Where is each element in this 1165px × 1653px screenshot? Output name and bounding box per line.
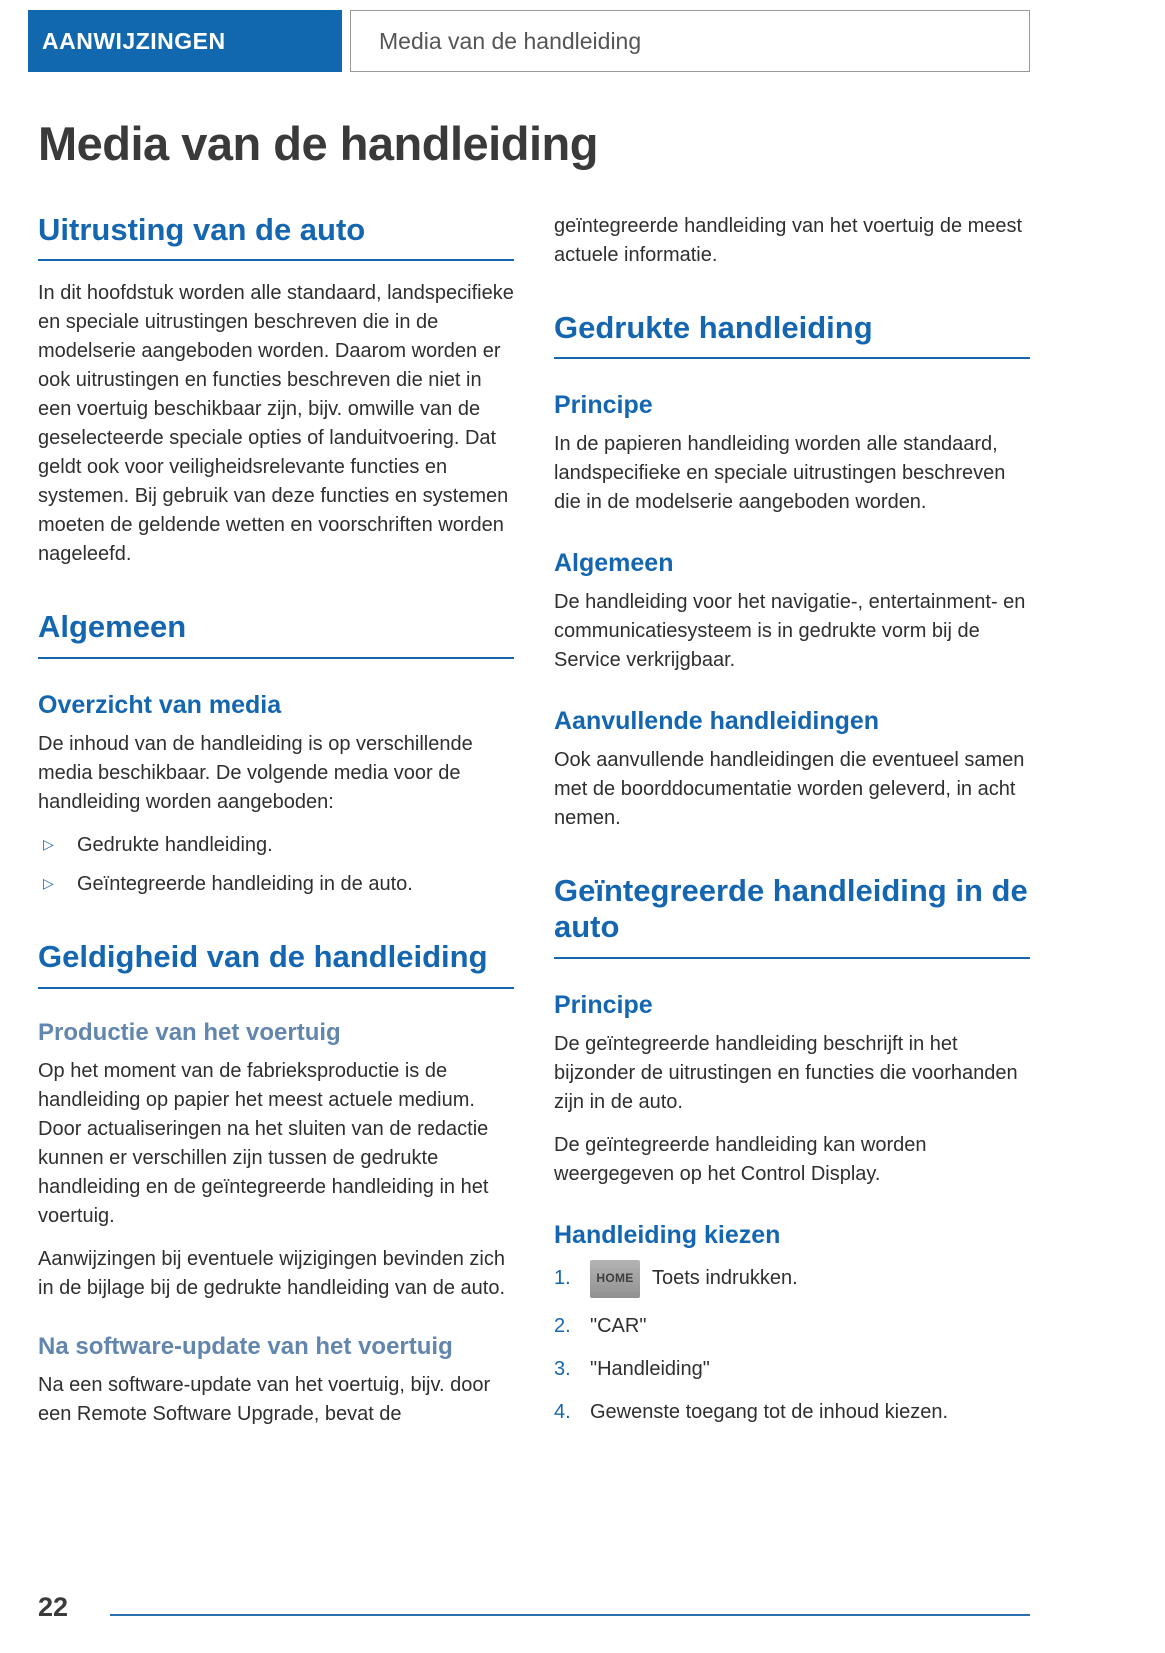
triangle-bullet-icon: ▷: [43, 875, 54, 892]
page-header: [28, 10, 1030, 72]
step-text: "Handleiding": [590, 1357, 710, 1380]
section-header-box: [350, 10, 1030, 72]
step-number: 1.: [554, 1267, 571, 1290]
subheading-aanvullende-handleidingen: Aanvullende handleidingen: [554, 707, 880, 736]
paragraph: Aanwijzingen bij eventuele wijzigingen bevinden zich in de bijlage bij de gedrukte handleiding van de auto.: [38, 1247, 506, 1299]
paragraph: De geïntegreerde handleiding kan worden weergegeven op het Control Display.: [554, 1133, 927, 1185]
paragraph: Na een software-update van het voertuig, bijv. door een Remote Software Upgrade, bevat de: [38, 1373, 491, 1425]
subheading-productie-van-het-voertuig: Productie van het voertuig: [38, 1018, 341, 1046]
heading-geintegreerde-handleiding: Geïntegreerde handleiding in de auto: [554, 873, 1030, 958]
page-title: Media van de handleiding: [38, 117, 598, 170]
list-item-text: Geïntegreerde handleiding in de auto.: [77, 872, 413, 895]
step-item: [554, 1355, 1030, 1384]
step-item: [554, 1312, 1030, 1341]
step-item: [554, 1260, 1030, 1298]
section-header-label: Media van de handleiding: [379, 27, 642, 54]
step-number: 2.: [554, 1314, 571, 1337]
step-text: Toets indrukken.: [652, 1267, 798, 1290]
triangle-bullet-icon: ▷: [43, 836, 54, 853]
footer-divider: [110, 1614, 1030, 1616]
heading-uitrusting-van-de-auto: Uitrusting van de auto: [38, 212, 514, 262]
subheading-principe: Principe: [554, 391, 653, 420]
heading-gedrukte-handleiding: Gedrukte handleiding: [554, 310, 1030, 360]
step-item: [554, 1398, 1030, 1427]
paragraph: De geïntegreerde handleiding beschrijft in het bijzonder de uitrustingen en functies die voorhanden zijn in de auto.: [554, 1032, 1018, 1113]
paragraph: Op het moment van de fabrieksproductie is de handleiding op papier het meest actuele medium. Door actualiseringen na het sluiten van de redactie kunnen er verschillen zijn tussen de gedrukte handleiding en de geïntegreerde handleiding in het voertuig.: [38, 1059, 489, 1227]
subheading-principe-2: Principe: [554, 990, 653, 1019]
step-number: 4.: [554, 1400, 571, 1423]
page-number: 22: [38, 1592, 69, 1622]
step-number: 3.: [554, 1357, 571, 1380]
heading-geldigheid-van-de-handleiding: Geldigheid van de handleiding: [38, 939, 514, 989]
subheading-algemeen: Algemeen: [554, 549, 674, 578]
subheading-overzicht-van-media: Overzicht van media: [38, 690, 282, 719]
subheading-handleiding-kiezen: Handleiding kiezen: [554, 1220, 781, 1249]
list-item: [38, 831, 514, 860]
paragraph: In dit hoofdstuk worden alle standaard, landspecifieke en speciale uitrustingen beschreven die in de modelserie aangeboden worden. Daarom worden er ook uitrustingen en functies beschreven die niet in een voertuig beschikbaar zijn, bijv. omwille van de geselecteerde speciale opties of landuitvoering. Dat geldt ook voor veiligheidsrelevante functies en systemen. Bij gebruik van deze functies en systemen moeten de geldende wetten en voorschriften worden nageleefd.: [38, 282, 514, 566]
two-column-layout: [38, 212, 1030, 1443]
paragraph: In de papieren handleiding worden alle standaard, landspecifieke en speciale uitrustingen beschreven die in de modelserie aangeboden worden.: [554, 433, 1006, 514]
step-text: Gewenste toegang tot de inhoud kiezen.: [590, 1400, 949, 1423]
list-item: [38, 870, 514, 899]
chapter-tab: AANWIJZINGEN: [28, 10, 342, 72]
paragraph-continuation: geïntegreerde handleiding van het voertuig de meest actuele informatie.: [554, 214, 1023, 266]
home-key-icon: HOME: [590, 1260, 640, 1298]
subheading-na-software-update: Na software-update van het voertuig: [38, 1332, 453, 1360]
heading-algemeen: Algemeen: [38, 609, 514, 659]
step-content: [590, 1260, 798, 1298]
paragraph: Ook aanvullende handleidingen die eventueel samen met de boorddocumentatie worden geleverd, in acht nemen.: [554, 749, 1025, 830]
list-item-text: Gedrukte handleiding.: [77, 833, 273, 856]
step-text: "CAR": [590, 1314, 647, 1337]
paragraph: De handleiding voor het navigatie-, entertainment- en communicatiesysteem is in gedrukte vorm bij de Service verkrijgbaar.: [554, 591, 1026, 672]
paragraph: De inhoud van de handleiding is op verschillende media beschikbaar. De volgende media voor de handleiding worden aangeboden:: [38, 732, 473, 813]
left-column: [38, 212, 514, 1443]
right-column: [554, 212, 1030, 1443]
page-footer: [38, 1592, 1030, 1623]
